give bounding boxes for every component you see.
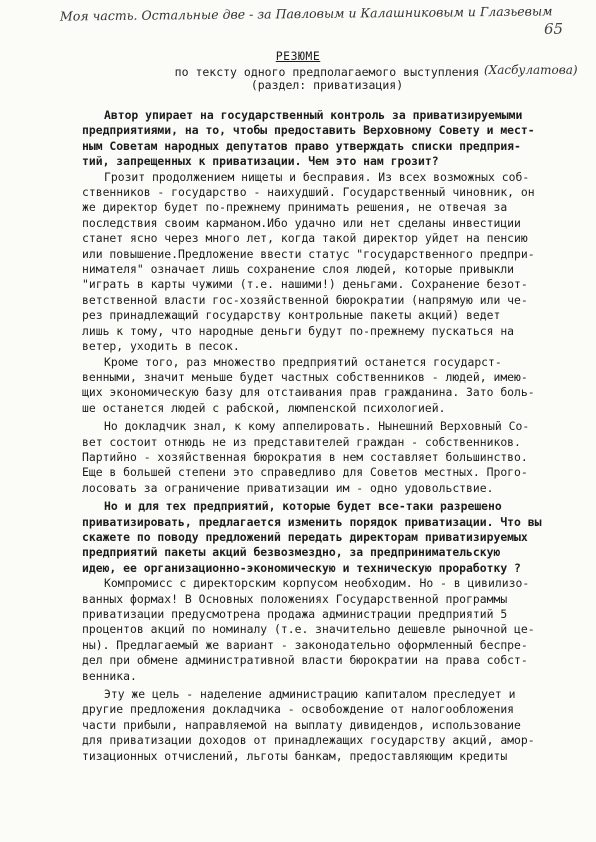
text-line: Еще в большей степени это справедливо для Советов местных. Прого- (82, 465, 528, 480)
body-paragraph (82, 576, 552, 684)
text-line: части прибыли, направляемой на выплату дивидендов, использование (82, 717, 521, 732)
text-line: скажете по поводу предложений передать директорам приватизируемых (82, 529, 528, 544)
text-line: рез принадлежащий государству контрольные пакеты акций) ведет (82, 308, 501, 323)
document-body (82, 108, 552, 764)
text-line: ванных формах! В Основных положениях Государственной программы (82, 591, 508, 606)
page-number: 65 (544, 20, 564, 38)
text-line: Компромисс с директорским корпусом необходим. Но - в цивилизо- (104, 576, 530, 591)
text-line: Кроме того, раз множество предприятий останется государст- (104, 354, 502, 369)
text-line: венными, значит меньше будет частных собственников - людей, имею- (82, 369, 528, 384)
text-line: нимателя" означает лишь сохранение слоя людей, которые привыкли (82, 262, 515, 277)
handwritten-note: Моя часть. Остальные две - за Павловым и Калашниковым и Глазьевым (59, 3, 553, 24)
body-paragraph (82, 419, 552, 496)
text-line: ветственной власти гос-хозяйственной бюрократии (напрямую или че- (82, 292, 528, 307)
text-line: "играть в карты чужими (т.е. нашими!) деньгами. Сохранение безот- (82, 277, 528, 292)
text-line: или повышение.Предложение ввести статус "государственного предпри- (82, 246, 535, 261)
body-paragraph (82, 170, 552, 355)
text-line: ны). Предлагаемый же вариант - законодательно оформленный беспре- (82, 637, 528, 652)
question-paragraph (82, 108, 552, 170)
text-line: щих экономическую базу для отстаивания прав гражданина. Зато боль- (82, 385, 535, 400)
text-line: приватизации предусмотрена продажа администрации предприятий 5 (82, 607, 508, 621)
subtitle-line: (раздел: приватизация) (250, 79, 404, 92)
body-paragraph (82, 355, 552, 417)
text-line: для приватизации доходов от принадлежащих государству акций, амор- (82, 733, 535, 748)
text-line: Но и для тех предприятий, которые будет все-таки разрешено (104, 499, 502, 514)
text-line: ственников - государство - наихудший. Государственный чиновник, он (82, 185, 535, 200)
text-line: Но докладчик знал, к кому аппелировать. Нынешний Верховный Со- (104, 419, 530, 434)
text-line: ветер, уходить в песок. (82, 339, 240, 354)
text-line: Партийно - хозяйственная бюрократия в нем составляет большинство. (82, 449, 528, 464)
text-line: ше останется людей с рабской, люмпенской психологией. (82, 400, 446, 415)
text-line: дел при обмене административной власти бюрократии на права собст- (82, 653, 528, 668)
text-line: ным Советам народных депутатов право утверждать списки предприя- (82, 138, 521, 153)
text-line: последствия своим карманом.Ибо удачно или нет сделаны инвестиции (82, 215, 521, 230)
text-line: предприятиями, на то, чтобы предоставить Верховному Совету и мест- (82, 123, 535, 138)
text-line: другие предложения докладчика - освобождение от налогообложения (82, 702, 515, 717)
document-subtitle (162, 66, 492, 92)
text-line: же директор будет по-прежнему принимать решения, не отвечая за (82, 200, 508, 215)
text-line: Грозит продолжением нищеты и бесправия. Из всех возможных соб- (104, 169, 530, 184)
text-line: предприятий пакеты акций безвозмездно, за предпринимательскую (82, 545, 501, 560)
text-line: венника. (82, 668, 137, 683)
text-line: станет ясно через много лет, когда такой директор уйдет на пенсию (82, 231, 528, 246)
text-line: Автор упирает на государственный контроль за приватизируемыми (104, 108, 523, 122)
text-line: Эту же цель - наделение администрацию капиталом преследует и (104, 687, 516, 702)
text-line: тизационных отчислений, льготы банкам, предоставляющим кредиты (82, 748, 508, 763)
document-title: РЕЗЮМЕ (275, 49, 321, 63)
text-line: вет состоит отнюдь не из представителей граждан - собственников. (82, 434, 521, 449)
body-paragraph (82, 687, 552, 764)
subtitle-line: по тексту одного предполагаемого выступления (174, 66, 480, 79)
text-line: тий, запрещенных к приватизации. Чем это нам грозит? (82, 154, 439, 169)
text-line: процентов акций по номиналу (т.е. значительно дешевле рыночной це- (82, 622, 535, 637)
question-paragraph (82, 499, 552, 576)
text-line: идею, ее организационно-экономическую и техническую проработку ? (82, 560, 521, 575)
text-line: приватизировать, предлагается изменить порядок приватизации. Что вы (82, 514, 542, 529)
handwritten-author-note: (Хасбулатова) (484, 63, 578, 77)
text-line: лосовать за ограничение приватизации им - одно удовольствие. (82, 480, 494, 495)
text-line: лишь к тому, что народные деньги будут по-прежнему пускаться на (82, 323, 515, 338)
